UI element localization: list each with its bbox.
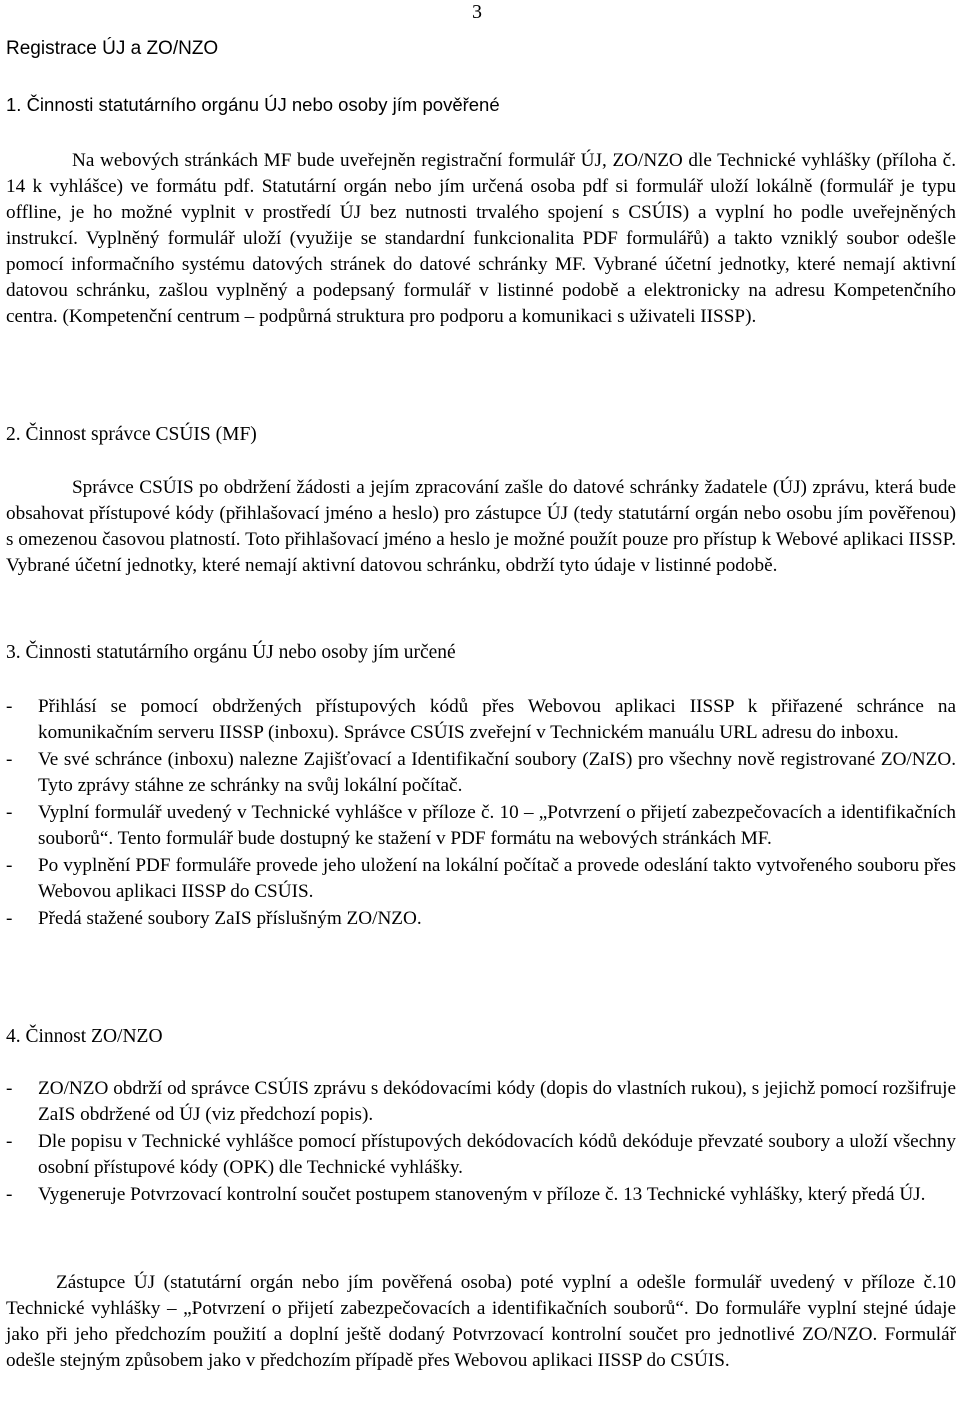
list-item: - Přihlásí se pomocí obdržených přístupových kódů přes Webovou aplikaci IISSP k přiřazené schránce na komunikačním serveru IISSP (inboxu). Správce CSÚIS zveřejní v Technickém manuálu URL adresu do inboxu. [6, 694, 956, 746]
section-1-paragraph: Na webových stránkách MF bude uveřejněn registrační formulář ÚJ, ZO/NZO dle Technické vyhlášky (příloha č. 14 k vyhlášce) ve formátu pdf. Statutární orgán nebo jím určená osoba pdf si formulář uloží lokálně (formulář je typu offline, je ho možné vyplnit v prostředí ÚJ bez nutnosti trvalého spojení s CSÚIS) a vyplní ho podle uveřejněných instrukcí. Vyplněný formulář uloží (využije se standardní funkcionalita PDF formulářů) a takto vzniklý soubor odešle pomocí informačního systému datových stránek do datové schránky MF. Vybrané účetní jednotky, které nemají aktivní datovou schránku, zašlou vyplněný a podepsaný formulář v listinné podobě a elektronicky na adresu Kompetenčního centra. (Kompetenční centrum – podpůrná struktura pro podporu a komunikaci s uživateli IISSP). [6, 150, 956, 327]
list-item: - Vyplní formulář uvedený v Technické vyhlášce v příloze č. 10 – „Potvrzení o přijetí zabezpečovacích a identifikačních souborů“. Tento formulář bude dostupný ke stažení v PDF formátu na webových stránkách MF. [6, 800, 956, 852]
closing-paragraph: Zástupce ÚJ (statutární orgán nebo jím pověřená osoba) poté vyplní a odešle formulář uvedený v příloze č.10 Technické vyhlášky – „Potvrzení o přijetí zabezpečovacích a identifikačních souborů“. Do formuláře vyplní stejné údaje jako při jeho předchozím použití a doplní ještě dodaný Potvrzovací kontrolní součet pro jednotlivé ZO/NZO. Formulář odešle stejným způsobem jako v předchozím případě přes Webovou aplikaci IISSP do CSÚIS. [6, 1272, 956, 1371]
section-4-heading: 4. Činnost ZO/NZO [6, 1026, 163, 1047]
section-2-paragraph: Správce CSÚIS po obdržení žádosti a jejím zpracování zašle do datové schránky žadatele (ÚJ) zprávu, která bude obsahovat přístupové kódy (přihlašovací jméno a heslo) pro zástupce ÚJ (tedy statutární orgán nebo osobu jím pověřenou) s omezenou časovou platností. Toto přihlašovací jméno a heslo je možné použít pouze pro přístup k Webové aplikaci IISSP. Vybrané účetní jednotky, které nemají aktivní datovou schránku, obdrží tyto údaje v listinné podobě. [6, 477, 956, 576]
section-1-heading: 1. Činnosti statutárního orgánu ÚJ nebo osoby jím pověřené [6, 94, 500, 115]
list-item: - Předá stažené soubory ZaIS příslušným ZO/NZO. [6, 906, 956, 932]
list-item: - ZO/NZO obdrží od správce CSÚIS zprávu s dekódovacími kódy (dopis do vlastních rukou), s jejichž pomocí rozšifruje ZaIS obdržené od ÚJ (viz předchozí popis). [6, 1076, 956, 1128]
section-3-heading: 3. Činnosti statutárního orgánu ÚJ nebo osoby jím určené [6, 642, 456, 663]
list-item: - Po vyplnění PDF formuláře provede jeho uložení na lokální počítač a provede odeslání takto vytvořeného souboru přes Webovou aplikaci IISSP do CSÚIS. [6, 853, 956, 905]
section-4-list [6, 1076, 956, 1209]
list-item: - Dle popisu v Technické vyhlášce pomocí přístupových dekódovacích kódů dekóduje převzaté soubory a uloží všechny osobní přístupové kódy (OPK) dle Technické vyhlášky. [6, 1129, 956, 1181]
list-item: - Ve své schránce (inboxu) nalezne Zajišťovací a Identifikační soubory (ZaIS) pro všechny nově registrované ZO/NZO. Tyto zprávy stáhne ze schránky na svůj lokální počítač. [6, 747, 956, 799]
list-item: - Vygeneruje Potvrzovací kontrolní součet postupem stanoveným v příloze č. 13 Technické vyhlášky, který předá ÚJ. [6, 1182, 956, 1208]
section-2-heading: 2. Činnost správce CSÚIS (MF) [6, 424, 257, 445]
document-title: Registrace ÚJ a ZO/NZO [6, 38, 219, 59]
section-3-list [6, 694, 956, 933]
page-number: 3 [472, 1, 482, 23]
